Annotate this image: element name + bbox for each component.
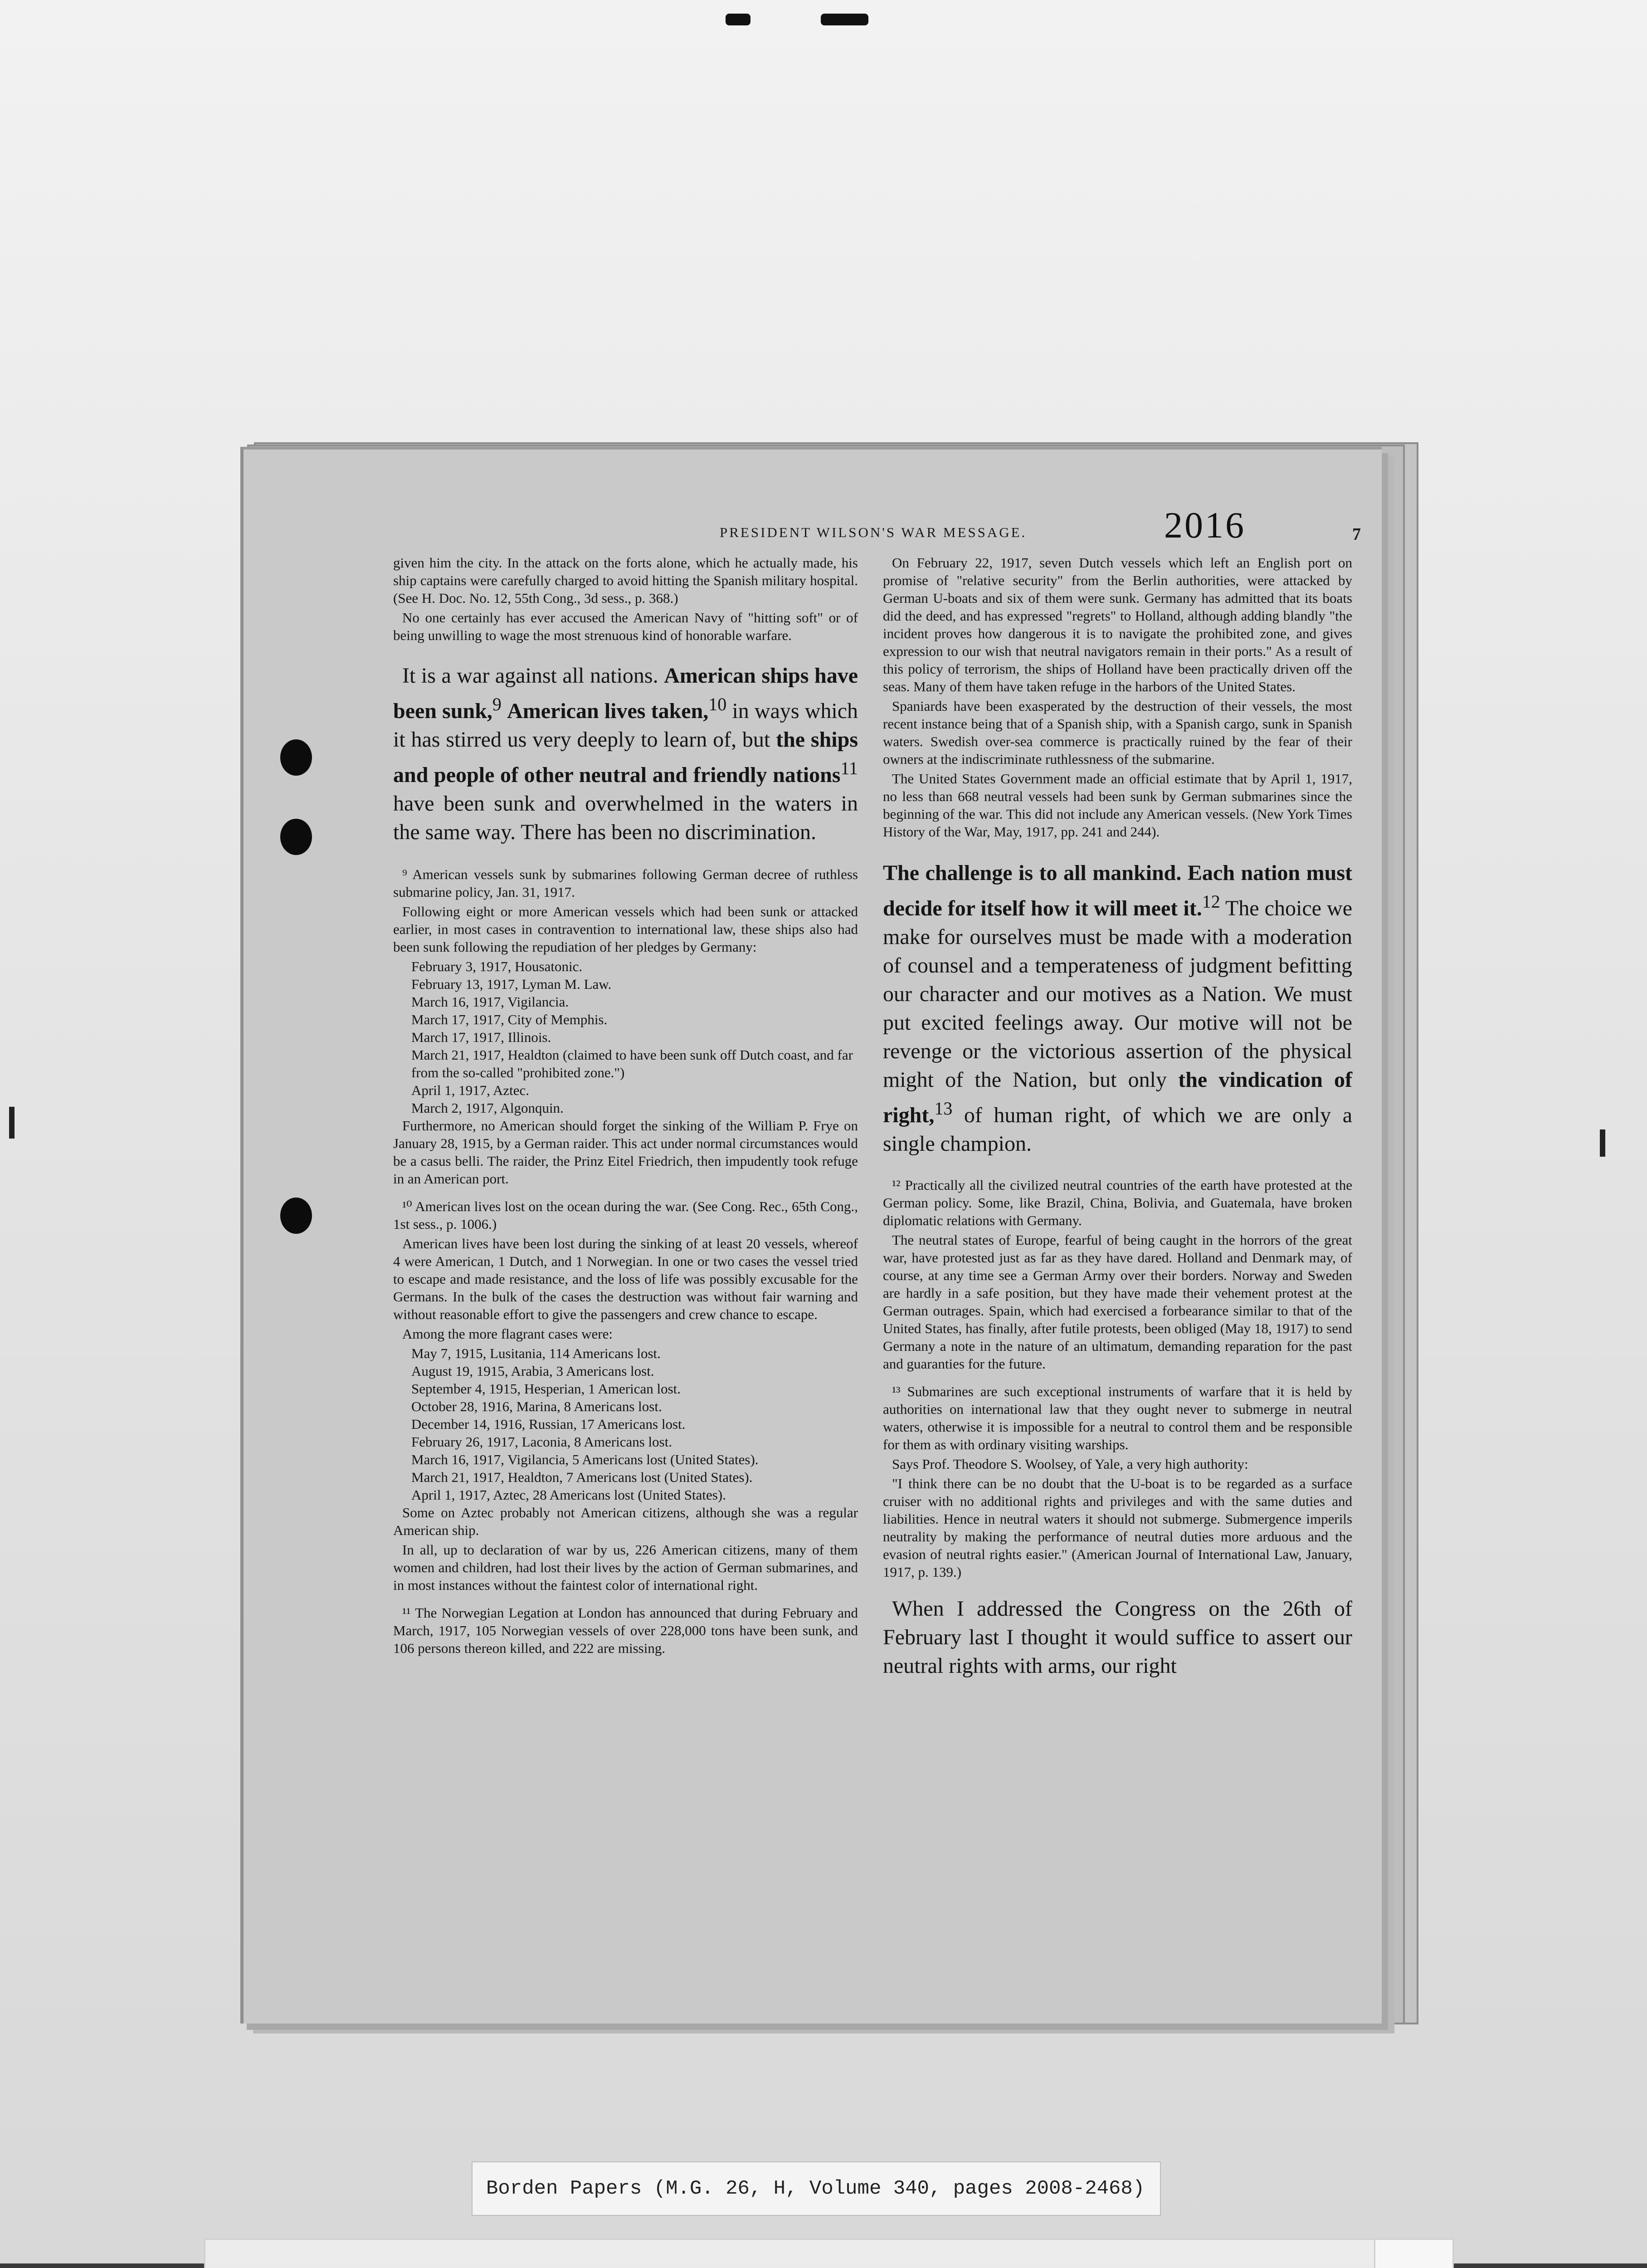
list-item: September 4, 1915, Hesperian, 1 American lost. <box>411 1381 681 1397</box>
paragraph: On February 22, 1917, seven Dutch vessels which left an English port on promise of "relative security" from the Berlin authorities, were attacked by German U-boats and six of them were sunk. Germany has admitted that its boats did the deed, and has expressed "regrets" to Holland, although adding blandly "the incident proves how dangerous it is to navigate the prohibited zone, and gives expression to our wish that neutral navigators remain in their ports." As a result of this policy of terrorism, the ships of Holland have been practically driven off the seas. Many of them have taken refuge in the harbors of the United States. <box>883 555 1352 694</box>
list-item: March 21, 1917, Healdton (claimed to have been sunk off Dutch coast, and far from the so-called "prohibited zone.") <box>411 1047 853 1080</box>
paragraph: Says Prof. Theodore S. Woolsey, of Yale, a very high authority: <box>892 1456 1248 1472</box>
list-item: October 28, 1916, Marina, 8 Americans lost. <box>411 1398 662 1414</box>
paragraph: given him the city. In the attack on the forts alone, which he actually made, his ship captains were carefully charged to avoid hitting the Spanish military hospital. (See H. Doc. No. 12, 55th Cong., 3d sess., p. 368.) <box>393 555 858 606</box>
paragraph: Among the more flagrant cases were: <box>402 1326 613 1342</box>
list-item: February 13, 1917, Lyman M. Law. <box>411 976 612 992</box>
quotation: "I think there can be no doubt that the U-boat is to be regarded as a surface cruiser with no additional rights and privileges and with the same duties and liabilities. Hence in neutral waters it should not submerge. Submergence imperils neutrality by making the performance of neutral duties more arduous and the evasion of neutral rights easier." (American Journal of International Law, January, 1917, p. 139.) <box>883 1476 1352 1580</box>
paragraph: Spaniards have been exasperated by the destruction of their vessels, the most recent instance being that of a Spanish ship, with a Spanish cargo, sunk in Spanish waters. Swedish over-sea commerce is practically ruined by the fear of their owners at the indiscriminate ruthlessness of the submarine. <box>883 698 1352 767</box>
punch-hole <box>280 739 312 776</box>
list-item: March 16, 1917, Vigilancia. <box>411 994 569 1010</box>
footnote-13: ¹³ Submarines are such exceptional instruments of warfare that it is held by authorities on international law that they ought never to submerge in neutral waters, otherwise it is impossible for a neutral to control them and be responsible for them as with ordinary visiting warships. <box>883 1383 1352 1452</box>
list-item: December 14, 1916, Russian, 17 Americans lost. <box>411 1416 686 1432</box>
list-item: May 7, 1915, Lusitania, 114 Americans lost. <box>411 1345 661 1361</box>
edge-mark <box>1600 1129 1605 1157</box>
list-item: March 21, 1917, Healdton, 7 Americans lost (United States). <box>411 1469 753 1485</box>
main-text-paragraph: It is a war against all nations. American ships have been sunk,$^9$ American lives taken,$^{10}$ in ways which it has stirred us very deeply to learn of, but the ships and people of other neutral and friendly nations$^{11}$ have been sunk and overwhelmed in the waters in the same way. There has been no discrimination. <box>393 664 858 844</box>
footnote-10: ¹⁰ American lives lost on the ocean during the war. (See Cong. Rec., 65th Cong., 1st sess., p. 1006.) <box>393 1198 858 1232</box>
running-head: PRESIDENT WILSON'S WAR MESSAGE. <box>720 524 1027 540</box>
footnote-12: ¹² Practically all the civilized neutral countries of the earth have protested at the German policy. Some, like Brazil, China, Bolivia, and Guatemala, have broken diplomatic relations with Germany. <box>883 1177 1352 1228</box>
left-column <box>393 554 858 1659</box>
footnote-11: ¹¹ The Norwegian Legation at London has announced that during February and March, 1917, 105 Norwegian vessels of over 228,000 tons have been sunk, and 106 persons thereon killed, and 222 are missing. <box>393 1605 858 1656</box>
film-mark <box>726 14 750 25</box>
right-column <box>883 554 1352 1680</box>
paragraph: Following eight or more American vessels which had been sunk or attacked earlier, in most cases in contravention to international law, these ships also had been sunk following the repudiation of her pledges by Germany: <box>393 904 858 955</box>
paragraph: No one certainly has ever accused the American Navy of "hitting soft" or of being unwilling to wage the most strenuous kind of honorable warfare. <box>393 610 858 643</box>
main-text-paragraph: The challenge is to all mankind. Each nation must decide for itself how it will meet it.$^{12}$ The choice we make for ourselves must be made with a moderation of counsel and a temperateness of judgment befitting our character and our motives as a Nation. We must put excited feelings away. Our motive will not be revenge or the victorious assertion of the physical might of the Nation, but only the vindication of right,$^{13}$ of human right, of which we are only a single champion. <box>883 861 1353 1156</box>
punch-hole <box>280 1198 312 1234</box>
list-item: April 1, 1917, Aztec, 28 Americans lost (United States). <box>411 1487 726 1503</box>
ship-list <box>393 958 858 1117</box>
edge-mark <box>9 1107 15 1139</box>
list-item: March 17, 1917, Illinois. <box>411 1029 551 1045</box>
list-item: August 19, 1915, Arabia, 3 Americans lost. <box>411 1363 654 1379</box>
paragraph: In all, up to declaration of war by us, 226 American citizens, many of them women and children, had lost their lives by the action of German submarines, and in most instances without the faintest color of international right. <box>393 1542 858 1593</box>
stamp-number: 2016 <box>1164 504 1246 546</box>
cases-list <box>393 1344 858 1504</box>
document-page <box>240 447 1382 2024</box>
page-number: 7 <box>1352 525 1361 544</box>
list-item: February 26, 1917, Laconia, 8 Americans lost. <box>411 1434 672 1450</box>
paragraph: The United States Government made an official estimate that by April 1, 1917, no less than 668 neutral vessels had been sunk by German submarines since the beginning of the war. This did not include any American vessels. (New York Times History of the War, May, 1917, pp. 241 and 244). <box>883 771 1352 840</box>
list-item: April 1, 1917, Aztec. <box>411 1082 530 1098</box>
archive-card <box>204 2239 1454 2268</box>
list-item: March 16, 1917, Vigilancia, 5 Americans lost (United States). <box>411 1452 759 1467</box>
paragraph: Some on Aztec probably not American citizens, although she was a regular American ship. <box>393 1505 858 1538</box>
list-item: February 3, 1917, Housatonic. <box>411 958 583 974</box>
punch-hole <box>280 819 312 855</box>
reference-label: Borden Papers (M.G. 26, H, Volume 340, pages 2008-2468) <box>472 2161 1161 2216</box>
list-item: March 17, 1917, City of Memphis. <box>411 1012 608 1027</box>
paragraph: The neutral states of Europe, fearful of being caught in the horrors of the great war, have protested just as far as they have dared. Holland and Denmark may, of course, at any time see a German Army over their borders. Norway and Sweden are hardly in a safe position, but they have made their vehement protest at the German outrages. Spain, which had exercised a forbearance similar to that of the United States, has finally, after futile protests, been obliged (May 18, 1917) to send Germany a note in the nature of an ultimatum, demanding reparation for the past and guaranties for the future. <box>883 1232 1352 1372</box>
main-text-paragraph: When I addressed the Congress on the 26th of February last I thought it would suffice to assert our neutral rights with arms, our right <box>883 1597 1352 1678</box>
paragraph: American lives have been lost during the sinking of at least 20 vessels, whereof 4 were American, 1 Dutch, and 1 Norwegian. In one or two cases the vessel tried to escape and made resistance, and the loss of life was possibly excusable for the Germans. In the bulk of the cases the destruction was without fair warning and without reasonable effort to give the passengers and crew chance to escape. <box>393 1236 858 1322</box>
list-item: March 2, 1917, Algonquin. <box>411 1100 564 1116</box>
card-tab <box>1374 2240 1452 2268</box>
footnote-9: ⁹ American vessels sunk by submarines following German decree of ruthless submarine policy, Jan. 31, 1917. <box>393 866 858 900</box>
film-mark <box>821 14 868 25</box>
paragraph: Furthermore, no American should forget the sinking of the William P. Frye on January 28, 1915, by a German raider. This act under normal circumstances would be a casus belli. The raider, the Prinz Eitel Friedrich, then impudently took refuge in an American port. <box>393 1118 858 1187</box>
